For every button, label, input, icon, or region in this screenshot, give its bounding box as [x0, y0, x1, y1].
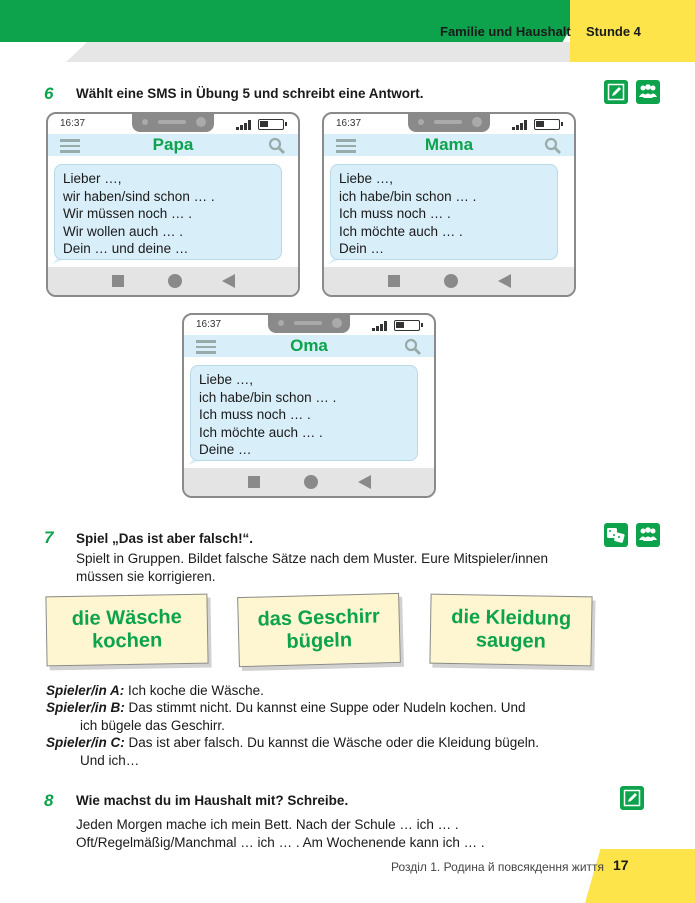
message-line: Ich muss noch … . [199, 407, 311, 422]
task6-title: Wählt eine SMS in Übung 5 und schreibt eine Antwort. [76, 86, 424, 101]
square-icon [388, 275, 400, 287]
message-bubble [190, 365, 418, 461]
task7-title: Spiel „Das ist aber falsch!“. [76, 531, 254, 546]
task8-line: Jeden Morgen mache ich mein Bett. Nach der Schule … ich … . [76, 817, 459, 832]
circle-icon [444, 274, 458, 288]
message-line: Wir wollen auch … . [63, 223, 184, 239]
message-line: Deine … [199, 442, 252, 457]
header-lesson: Stunde 4 [586, 24, 641, 39]
search-icon [544, 137, 562, 155]
task7-number: 7 [44, 528, 54, 547]
group-icon [636, 523, 660, 547]
dialog-line: Das ist aber falsch. Du kannst die Wäsche oder die Kleidung bügeln. [128, 735, 540, 750]
message-bubble [54, 164, 282, 260]
battery-icon [258, 119, 284, 130]
contact-bar [48, 134, 298, 156]
task8-line: Oft/Regelmäßig/Manchmal … ich … . Am Wochenende kann ich … . [76, 835, 485, 850]
message-line: ich habe/bin schon … . [199, 389, 337, 405]
instruction-line: müssen sie korrigieren. [76, 569, 216, 584]
back-icon [222, 274, 235, 288]
message-line: ich habe/bin schon … . [339, 188, 477, 204]
phone-navbar [324, 267, 574, 295]
word-card [45, 594, 208, 667]
signal-icon [372, 321, 388, 331]
message-line: Ich möchte auch … . [199, 424, 323, 440]
phone-papa [46, 112, 300, 297]
square-icon [248, 476, 260, 488]
back-icon [498, 274, 511, 288]
message-line: wir haben/sind schon … . [63, 188, 215, 204]
phone-notch [132, 112, 214, 132]
pencil-icon [604, 80, 628, 104]
task7-instructions [76, 550, 548, 586]
battery-icon [534, 119, 560, 130]
card-text: das Geschirr bügeln [257, 605, 381, 653]
square-icon [112, 275, 124, 287]
phone-notch [268, 313, 350, 333]
phone-time: 16:37 [60, 118, 86, 129]
header-topic: Familie und Haushalt [440, 24, 571, 39]
message-bubble [330, 164, 558, 260]
message-line: Lieber …, [63, 171, 122, 186]
phone-notch [408, 112, 490, 132]
signal-icon [512, 120, 528, 130]
message-line: Liebe …, [199, 372, 254, 387]
search-icon [404, 338, 422, 356]
message-line: Liebe …, [339, 171, 394, 186]
phone-navbar [48, 267, 298, 295]
message-line: Dein … [339, 241, 385, 256]
card-text: die Wäsche kochen [71, 606, 182, 653]
card-text: die Kleidung saugen [451, 605, 572, 653]
dice-icon [604, 523, 628, 547]
signal-icon [236, 120, 252, 130]
dialog-line: Und ich… [80, 752, 140, 768]
contact-name: Mama [424, 135, 474, 154]
task6-number: 6 [44, 84, 54, 103]
contact-bar [324, 134, 574, 156]
dialog-b [46, 699, 576, 734]
phone-navbar [184, 468, 434, 496]
dialog-line: ich bügele das Geschirr. [80, 717, 225, 733]
task8-title: Wie machst du im Haushalt mit? Schreibe. [76, 793, 349, 808]
dialog-c [46, 734, 576, 769]
dialog-line: Ich koche die Wäsche. [128, 683, 264, 698]
circle-icon [168, 274, 182, 288]
contact-name: Oma [290, 336, 328, 355]
group-icon [636, 80, 660, 104]
phone-time: 16:37 [336, 118, 362, 129]
instruction-line: Spielt in Gruppen. Bildet falsche Sätze nach dem Muster. Eure Mitspieler/innen [76, 551, 548, 566]
back-icon [358, 475, 371, 489]
contact-name: Papa [152, 135, 194, 154]
phone-time: 16:37 [196, 319, 222, 330]
speaker-label: Spieler/in C: [46, 735, 125, 750]
message-line: Ich möchte auch … . [339, 223, 463, 239]
phone-oma [182, 313, 436, 498]
message-line: Dein … und deine … [63, 241, 189, 256]
phone-mama [322, 112, 576, 297]
page-number: 17 [613, 857, 629, 873]
message-line: Ich muss noch … . [339, 206, 451, 221]
message-line: Wir müssen noch … . [63, 206, 193, 221]
search-icon [268, 137, 286, 155]
header-gray-band [66, 42, 596, 62]
speaker-label: Spieler/in A: [46, 683, 125, 698]
word-card [429, 594, 592, 667]
task8-text [76, 816, 485, 852]
footer-yellow-band [585, 849, 695, 903]
speaker-label: Spieler/in B: [46, 700, 125, 715]
circle-icon [304, 475, 318, 489]
battery-icon [394, 320, 420, 331]
contact-bar [184, 335, 434, 357]
footer-chapter: Розділ 1. Родина й повсякдення життя [391, 860, 605, 874]
dialog-a [46, 682, 576, 700]
pencil-icon [620, 786, 644, 810]
word-card [237, 593, 401, 667]
dialog-line: Das stimmt nicht. Du kannst eine Suppe oder Nudeln kochen. Und [128, 700, 526, 715]
task8-number: 8 [44, 791, 54, 810]
